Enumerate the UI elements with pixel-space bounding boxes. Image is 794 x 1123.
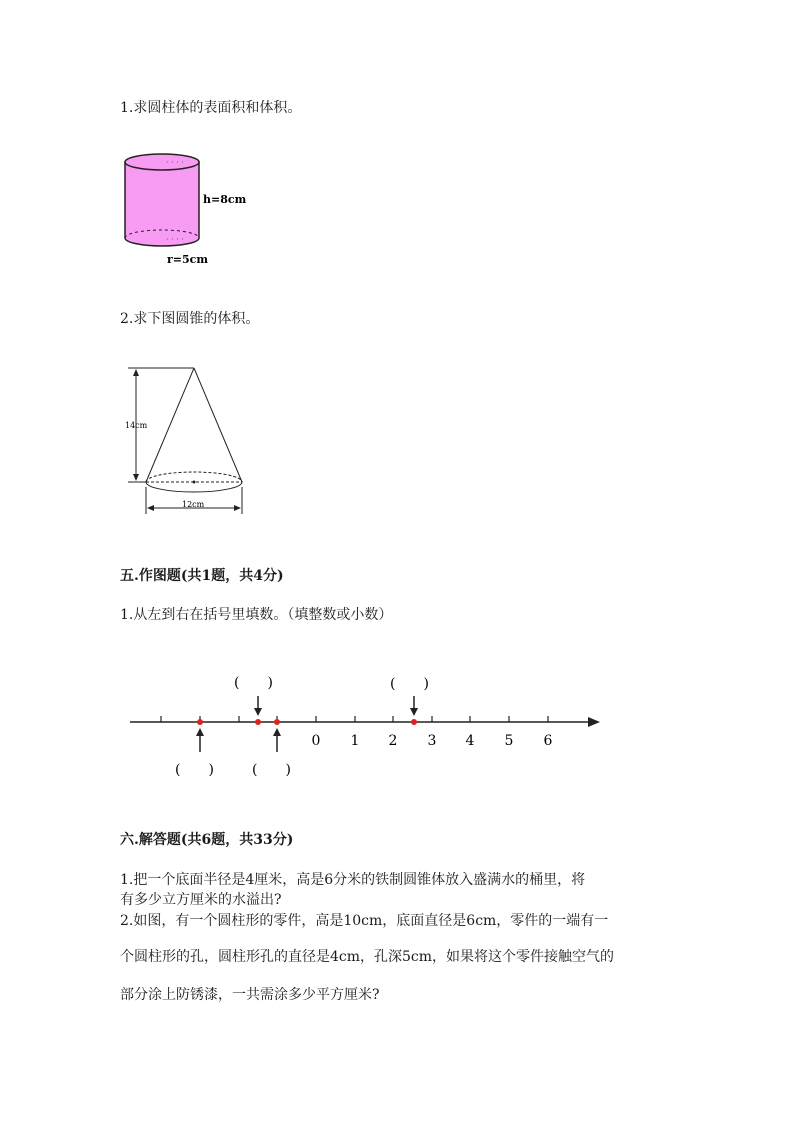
- tick-label-4: 4: [465, 733, 475, 749]
- arrow-down-1-head: [254, 708, 262, 716]
- cone-right-slant: [194, 368, 242, 482]
- cylinder-bottom-dots: · · · ·: [166, 235, 184, 244]
- question-1-text: 1.求圆柱体的表面积和体积。: [120, 100, 302, 116]
- cone-height-arrow-top: [133, 369, 139, 376]
- section-5-question-1: 1.从左到右在括号里填数。（填整数或小数）: [120, 607, 393, 623]
- cone-diameter-arrow-left: [147, 505, 154, 511]
- tick-label-6: 6: [543, 733, 553, 749]
- section-6-question-1-line-1: 1.把一个底面半径是4厘米，高是6分米的铁制圆锥体放入盛满水的桶里，将: [120, 872, 586, 888]
- answer-blank-top-1: ( ): [234, 675, 273, 691]
- arrow-up-1-head: [196, 728, 204, 736]
- number-line-arrowhead: [588, 717, 600, 727]
- section-5-heading: 五.作图题(共1题，共4分): [120, 568, 284, 584]
- arrow-down-2-head: [410, 708, 418, 716]
- cylinder-top-ellipse: [125, 154, 199, 170]
- answer-blank-bottom-2: ( ): [252, 762, 291, 778]
- number-line-ticks: [161, 716, 548, 722]
- cone-height-label: 14cm: [125, 421, 148, 430]
- section-6-heading: 六.解答题(共6题，共33分): [120, 832, 294, 848]
- section-6-question-1-line-2: 有多少立方厘米的水溢出?: [120, 892, 282, 908]
- cylinder-height-label: h=8cm: [203, 193, 247, 206]
- cone-left-slant: [146, 368, 194, 482]
- cone-diameter-label: 12cm: [182, 500, 205, 509]
- tick-label-3: 3: [427, 733, 437, 749]
- answer-blank-bottom-1: ( ): [175, 762, 214, 778]
- section-6-question-2-line-1: 2.如图，有一个圆柱形的零件，高是10cm，底面直径是6cm，零件的一端有一: [120, 913, 609, 929]
- marked-point-2: [255, 719, 261, 725]
- cone-height-arrow-bottom: [133, 474, 139, 481]
- cylinder-radius-label: r=5cm: [167, 253, 209, 266]
- cylinder-top-dots: · · · ·: [166, 158, 184, 167]
- cone-diameter-arrow-right: [234, 505, 241, 511]
- cone-figure: [118, 362, 258, 522]
- number-line-figure: [120, 664, 610, 784]
- tick-label-1: 1: [350, 733, 360, 749]
- tick-label-5: 5: [504, 733, 514, 749]
- section-6-question-2-line-3: 部分涂上防锈漆，一共需涂多少平方厘米?: [120, 987, 380, 1003]
- arrow-up-2-head: [273, 728, 281, 736]
- tick-label-0: 0: [311, 733, 321, 749]
- marked-point-1: [197, 719, 203, 725]
- cylinder-figure: [118, 150, 258, 270]
- section-6-question-2-line-2: 个圆柱形的孔，圆柱形孔的直径是4cm，孔深5cm，如果将这个零件接触空气的: [120, 949, 615, 965]
- cone-base-center: [193, 481, 196, 484]
- marked-point-4: [411, 719, 417, 725]
- question-2-text: 2.求下图圆锥的体积。: [120, 311, 260, 327]
- answer-blank-top-2: ( ): [390, 676, 429, 692]
- tick-label-2: 2: [388, 733, 398, 749]
- cylinder-body: [125, 162, 199, 246]
- marked-point-3: [274, 719, 280, 725]
